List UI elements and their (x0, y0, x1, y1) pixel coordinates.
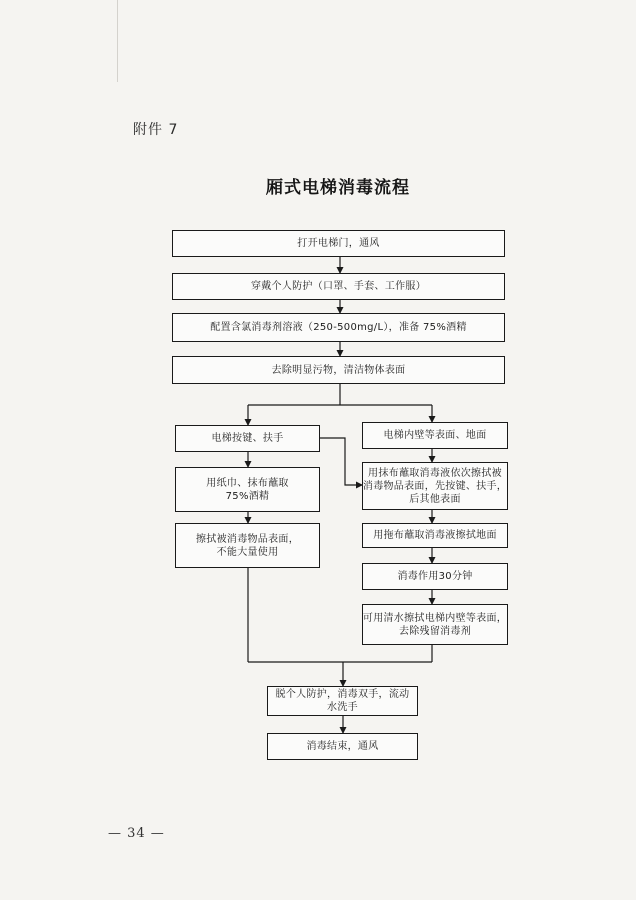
flow-step-text: 水洗手 (327, 702, 358, 713)
flow-step-text: 打开电梯门，通风 (297, 238, 380, 249)
attachment-label: 附件 7 (133, 122, 179, 138)
flow-step-text: 不能大量使用 (216, 546, 279, 558)
flow-step-text: 用拖布蘸取消毒液擦拭地面 (373, 530, 497, 541)
flow-step-alcohol-wipe (175, 467, 320, 512)
flow-step-buttons-handrails (175, 425, 320, 452)
flow-step-text: 消毒结束，通风 (306, 741, 379, 752)
flow-step-text: 擦拭被消毒物品表面， (196, 533, 299, 545)
flow-step-rinse (362, 604, 508, 645)
page-title: 厢式电梯消毒流程 (266, 178, 410, 198)
flow-step-text: 脱个人防护，消毒双手，流动 (275, 689, 410, 700)
flow-step-text: 用抹布蘸取消毒液依次擦拭被 (368, 467, 502, 479)
flow-step-open-door (172, 230, 505, 257)
flow-step-walls-floor (362, 422, 508, 449)
flow-step-contact-time (362, 563, 508, 590)
flow-step-text: 75%酒精 (225, 490, 270, 502)
arrow-buttons-handrails-to-cloth-wipe (320, 438, 362, 485)
flow-step-text: 消毒作用30分钟 (397, 571, 473, 582)
scan-edge-line (117, 0, 118, 82)
flow-step-text: 消毒物品表面，先按键、扶手， (362, 480, 508, 492)
page-number: — 34 — (108, 826, 165, 841)
flow-step-wear-ppe (172, 273, 505, 300)
flow-step-finish (267, 733, 418, 760)
flow-step-text: 电梯按键、扶手 (211, 433, 284, 444)
flow-step-text: 去除明显污物，清洁物体表面 (271, 364, 406, 376)
flow-step-text: 电梯内壁等表面、地面 (383, 430, 487, 441)
flow-step-text: 后其他表面 (409, 493, 461, 505)
flow-step-text: 可用清水擦拭电梯内壁等表面， (362, 612, 508, 624)
flow-step-text: 配置含氯消毒剂溶液（250-500mg/L），准备 75%酒精 (210, 322, 467, 333)
flow-step-text: 用纸巾、抹布蘸取 (206, 477, 289, 489)
flow-step-text: 去除残留消毒剂 (398, 625, 472, 637)
flow-step-prepare-solution (172, 313, 505, 342)
flow-step-wipe-surface (175, 523, 320, 568)
flow-step-remove-dirt (172, 356, 505, 384)
flow-step-text: 穿戴个人防护（口罩、手套、工作服） (250, 281, 427, 292)
flow-step-remove-ppe (267, 686, 418, 716)
flow-step-cloth-wipe (362, 462, 508, 510)
flow-step-mop-floor (362, 523, 508, 548)
